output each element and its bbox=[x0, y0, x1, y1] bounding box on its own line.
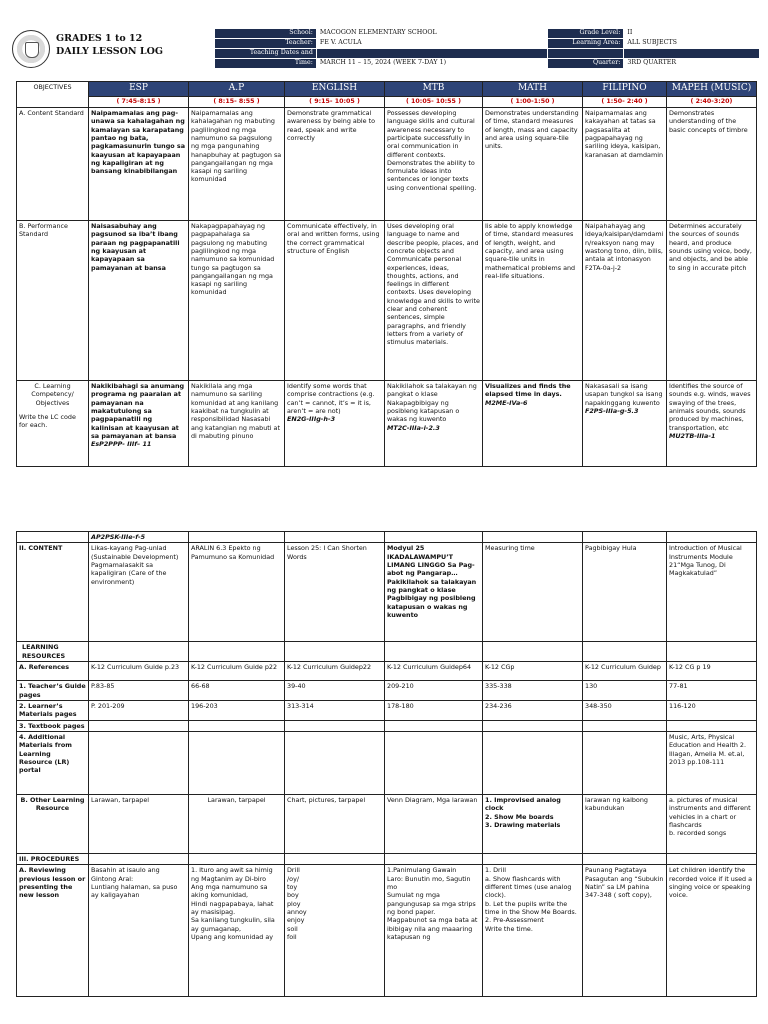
learners-materials-cell-3: 178-180 bbox=[385, 700, 483, 720]
reviewing-label: A. Reviewing previous lesson or presenting the new lesson bbox=[17, 865, 89, 997]
reference-cell-6: K-12 CG p 19 bbox=[667, 662, 757, 681]
subject-time-2: ( 9:15- 10:05 ) bbox=[285, 96, 385, 107]
empty-cell bbox=[189, 532, 285, 543]
subject-header-4: MATH bbox=[483, 82, 583, 97]
empty-cell bbox=[17, 532, 89, 543]
learners-materials-cell-6: 116-120 bbox=[667, 700, 757, 720]
reviewing-cell-2: Drill /oy/ toy boy ploy annoy enjoy soil foil bbox=[285, 865, 385, 997]
empty-cell bbox=[385, 731, 483, 794]
teachers-guide-cell-0: P.83-85 bbox=[89, 681, 189, 701]
teachers-guide-cell-1: 66-68 bbox=[189, 681, 285, 701]
subject-time-5: ( 1:50- 2:40 ) bbox=[583, 96, 667, 107]
empty-cell bbox=[667, 853, 757, 864]
content-label: II. CONTENT bbox=[17, 543, 89, 642]
competency-code: EN2G-IIIg-h-3 bbox=[287, 415, 336, 424]
dates-value: MARCH 11 – 15, 2024 (WEEK 7-DAY 1) bbox=[316, 59, 548, 69]
subject-time-0: ( 7:45-8:15 ) bbox=[89, 96, 189, 107]
teacher-value: FE V. ACULA bbox=[316, 39, 548, 49]
teachers-guide-cell-4: 335-338 bbox=[483, 681, 583, 701]
quarter-label: Quarter: bbox=[548, 59, 624, 69]
competency-code: M2ME-IVa-6 bbox=[485, 398, 528, 407]
teachers-guide-cell-3: 209-210 bbox=[385, 681, 483, 701]
performance-standard-cell-3: Uses developing oral language to name and describe people, places, and concrete objects and Communicate personal experiences, ideas, thoughts, actions, and feelings in different contexts. Uses developing knowledge and skills to write clear and coherent sentences, simple paragraphs, and friendly letters from a variety of stimulus materials. bbox=[385, 220, 483, 380]
subject-time-1: ( 8:15- 8:55 ) bbox=[189, 96, 285, 107]
subject-time-6: ( 2:40-3:20) bbox=[667, 96, 757, 107]
competency-cell-2 bbox=[285, 380, 385, 466]
teachers-guide-cell-2: 39-40 bbox=[285, 681, 385, 701]
reference-cell-0: K-12 Curriculum Guide p.23 bbox=[89, 662, 189, 681]
subject-header-0: ESP bbox=[89, 82, 189, 97]
reviewing-cell-1: 1. Ituro ang awit sa himig ng Magtanim ay Di-biro Ang mga namumuno sa aking komunidad, Hindi nagpapabaya, lahat ay masisipag. Sa kanilang tungkulin, sila ay gumaganap, Upang ang komunidad ay bbox=[189, 865, 285, 997]
area-value: ALL SUBJECTS bbox=[624, 39, 760, 49]
content-standard-cell-5: Naipamamalas ang kakayahan at tatas sa pagsasalita at pagpapahayag ng sariling ideya, kaisipan, karanasan at damdamin bbox=[583, 107, 667, 220]
reviewing-cell-0: Basahin at isaulo ang Gintong Aral: Luntiang halaman, sa puso ay kaligayahan bbox=[89, 865, 189, 997]
empty-cell bbox=[189, 720, 285, 731]
learners-materials-cell-2: 313-314 bbox=[285, 700, 385, 720]
reviewing-cell-4: 1. Drill a. Show flashcards with different times (use analog clock). b. Let the pupils write the time in the Show Me Boards. 2. Pre-Assessment Write the time. bbox=[483, 865, 583, 997]
reviewing-cell-5: Paunang Pagtataya Pasagutan ang “Subukin Natin” sa LM pahina 347-348 ( soft copy), bbox=[583, 865, 667, 997]
competency-note: Write the LC code for each. bbox=[19, 412, 76, 430]
reference-cell-1: K-12 Curriculum Guide p22 bbox=[189, 662, 285, 681]
empty-cell bbox=[89, 720, 189, 731]
competency-text: Visualizes and finds the elapsed time in days. bbox=[485, 381, 571, 399]
competency-code: MT2C-IIIa-i-2.3 bbox=[387, 423, 440, 432]
empty-cell bbox=[583, 731, 667, 794]
meta-spacer bbox=[624, 49, 760, 59]
empty-cell bbox=[385, 532, 483, 543]
empty-cell bbox=[89, 853, 189, 864]
content-table bbox=[16, 531, 757, 997]
empty-cell bbox=[189, 642, 285, 662]
content-standard-cell-6: Demonstrates understanding of the basic concepts of timbre bbox=[667, 107, 757, 220]
empty-cell bbox=[583, 853, 667, 864]
other-resource-cell-6: a. pictures of musical instruments and different vehicles in a chart or flashcards b. recorded songs bbox=[667, 794, 757, 853]
title-line-2: DAILY LESSON LOG bbox=[56, 46, 163, 57]
additional-materials-mapeh: Music, Arts, Physical Education and Health 2. Illagan, Amelia M. et.al, 2013 pp.108-111 bbox=[667, 731, 757, 794]
empty-cell bbox=[189, 853, 285, 864]
other-resource-cell-2: Chart, pictures, tarpapel bbox=[285, 794, 385, 853]
area-label: Learning Area: bbox=[548, 39, 624, 49]
objectives-table bbox=[16, 81, 757, 467]
reference-cell-2: K-12 Curriculum Guidep22 bbox=[285, 662, 385, 681]
reviewing-cell-6: Let children identify the recorded voice if it used a singing voice or speaking voice. bbox=[667, 865, 757, 997]
empty-cell bbox=[483, 731, 583, 794]
competency-code: F2PS-IIIa-g-5.3 bbox=[585, 406, 639, 415]
dates-label-2: Time: bbox=[215, 59, 317, 69]
other-resource-cell-1: Larawan, tarpapel bbox=[189, 794, 285, 853]
competency-cell-1 bbox=[189, 380, 285, 466]
teacher-label: Teacher: bbox=[215, 39, 317, 49]
performance-standard-cell-2: Communicate effectively, in oral and written forms, using the correct grammatical structure of English bbox=[285, 220, 385, 380]
quarter-value: 3RD QUARTER bbox=[624, 59, 760, 69]
performance-standard-cell-0: Naisasabuhay ang pagsunod sa iba’t ibang paraan ng pagpapanatili ng kaayusan at kapayapaan sa pamayanan at bansa bbox=[89, 220, 189, 380]
subject-header-5: FILIPINO bbox=[583, 82, 667, 97]
performance-standard-cell-5: Naipahahayag ang ideya/kaisipan/damdamin/reaksyon nang may wastong tono, diin, bilis, antala at intonasyon F2TA-0a-j-2 bbox=[583, 220, 667, 380]
content-cell-5: Pagbibigay Hula bbox=[583, 543, 667, 642]
competency-text: Identifies the source of sounds e.g. winds, waves swaying of the trees, animals sounds, sounds produced by machines, transportation, etc bbox=[669, 381, 751, 432]
content-standard-cell-4: Demonstrates understanding of time, standard measures of length, mass and capacity and area using square-tile units. bbox=[483, 107, 583, 220]
subject-time-4: ( 1:00-1:50 ) bbox=[483, 96, 583, 107]
competency-code: MU2TB-IIIa-1 bbox=[669, 431, 716, 440]
header bbox=[8, 28, 756, 73]
performance-standard-label: B. Performance Standard bbox=[17, 220, 89, 380]
competency-cell-3 bbox=[385, 380, 483, 466]
empty-cell bbox=[385, 720, 483, 731]
learners-materials-label: 2. Learner’s Materials pages bbox=[17, 700, 89, 720]
teachers-guide-cell-5: 130 bbox=[583, 681, 667, 701]
competency-text: Nakikibahagi sa anumang programa ng paaralan at pamayanan na makatutulong sa pagpapanatili ng kalinisan at kaayusan at sa pamayanan at bansa bbox=[91, 381, 185, 440]
dates-label-1: Teaching Dates and bbox=[215, 49, 317, 59]
other-resources-label: B. Other Learning Resource bbox=[17, 794, 89, 853]
learning-resources-label: LEARNING RESOURCES bbox=[17, 642, 89, 662]
competency-label: C. Learning Competency/ Objectives bbox=[31, 381, 74, 407]
objectives-label: OBJECTIVES bbox=[17, 82, 89, 108]
empty-cell bbox=[667, 532, 757, 543]
empty-cell bbox=[483, 720, 583, 731]
content-standard-cell-2: Demonstrate grammatical awareness by being able to read, speak and write correctly bbox=[285, 107, 385, 220]
competency-text: Nakikilala ang mga namumuno sa sariling komunidad at ang kanilang kaakibat na tungkulin at responsibilidad Nasasabi ang katangian ng mabuti at di mabuting pinuno bbox=[191, 381, 280, 440]
empty-cell bbox=[285, 532, 385, 543]
reference-cell-5: K-12 Curriculum Guidep bbox=[583, 662, 667, 681]
empty-cell bbox=[89, 642, 189, 662]
competency-cell-0 bbox=[89, 380, 189, 466]
ap-code: AP2PSK-IIIe-f-5 bbox=[89, 532, 189, 543]
content-cell-0: Likas-kayang Pag-unlad (Sustainable Development) Pagmamalasakit sa kapaligiran (Care of the environment) bbox=[89, 543, 189, 642]
content-standard-cell-1: Naipamamalas ang kahalagahan ng mabuting paglilingkod ng mga namumuno sa pagsulong ng mga pangunahing hanapbuhay at pagtugon sa pangangailangan ng mga kasapi ng sariling komunidad bbox=[189, 107, 285, 220]
learners-materials-cell-5: 348-350 bbox=[583, 700, 667, 720]
deped-seal-icon bbox=[12, 30, 50, 68]
empty-cell bbox=[483, 853, 583, 864]
reference-cell-3: K-12 Curriculum Guidep64 bbox=[385, 662, 483, 681]
competency-cell-4 bbox=[483, 380, 583, 466]
subject-header-1: A.P bbox=[189, 82, 285, 97]
content-cell-2: Lesson 25: I Can Shorten Words bbox=[285, 543, 385, 642]
empty-cell bbox=[285, 720, 385, 731]
empty-cell bbox=[89, 731, 189, 794]
empty-cell bbox=[189, 731, 285, 794]
meta-spacer bbox=[316, 49, 548, 59]
content-standard-cell-0: Naipamamalas ang pag-unawa sa kahalagahan ng kamalayan sa karapatang pantao ng bata, pagkamasunurin tungo sa kaayusan at kapayapaan ng kapaligiran at ng bansang kinabibilangan bbox=[89, 107, 189, 220]
other-resource-cell-3: Venn Diagram, Mga larawan bbox=[385, 794, 483, 853]
header-meta-table bbox=[214, 28, 760, 69]
learners-materials-cell-4: 234-236 bbox=[483, 700, 583, 720]
content-cell-3: Modyul 25 IKADALAWAMPU’T LIMANG LINGGO Sa Pag-abot ng Pangarap… Pakikilahok sa talakayan ng pangkat o klase Pagbibigay ng posibleng katapusan o wakas ng kuwento bbox=[385, 543, 483, 642]
subject-time-3: ( 10:05- 10:55 ) bbox=[385, 96, 483, 107]
other-resource-cell-0: Larawan, tarpapel bbox=[89, 794, 189, 853]
title-line-1: GRADES 1 to 12 bbox=[56, 33, 143, 44]
reference-cell-4: K-12 CGp bbox=[483, 662, 583, 681]
content-cell-4: Measuring time bbox=[483, 543, 583, 642]
empty-cell bbox=[385, 853, 483, 864]
competency-text: Identify some words that comprise contractions (e.g. can’t = cannot, it’s = it is, aren’t = are not) bbox=[287, 381, 375, 415]
teachers-guide-cell-6: 77-81 bbox=[667, 681, 757, 701]
content-standard-cell-3: Possesses developing language skills and cultural awareness necessary to participate successfully in oral communication in different contexts. Demonstrates the ability to formulate ideas into sentences or longer texts using conventional spelling. bbox=[385, 107, 483, 220]
procedures-label: III. PROCEDURES bbox=[17, 853, 89, 864]
school-label: School: bbox=[215, 29, 317, 39]
subject-header-2: ENGLISH bbox=[285, 82, 385, 97]
performance-standard-cell-1: Nakapagpapahayag ng pagpapahalaga sa pagsulong ng mabuting paglilingkod ng mga namumuno sa komunidad tungo sa pagtugon sa pangangailangan ng mga kasapi ng sariling komunidad bbox=[189, 220, 285, 380]
empty-cell bbox=[483, 532, 583, 543]
school-value: MACOGON ELEMENTARY SCHOOL bbox=[316, 29, 548, 39]
empty-cell bbox=[285, 853, 385, 864]
empty-cell bbox=[583, 720, 667, 731]
competency-label-cell bbox=[17, 380, 89, 466]
competency-cell-5 bbox=[583, 380, 667, 466]
competency-cell-6 bbox=[667, 380, 757, 466]
grade-value: II bbox=[624, 29, 760, 39]
empty-cell bbox=[285, 731, 385, 794]
performance-standard-cell-4: Iis able to apply knowledge of time, standard measures of length, weight, and capacity, and area using square-tile units in mathematical problems and real-life situations. bbox=[483, 220, 583, 380]
other-resource-cell-5: larawan ng kalbong kabundukan bbox=[583, 794, 667, 853]
content-cell-1: ARALIN 6.3 Epekto ng Pamumuno sa Komunidad bbox=[189, 543, 285, 642]
empty-cell bbox=[583, 532, 667, 543]
empty-cell bbox=[285, 642, 385, 662]
subject-header-3: MTB bbox=[385, 82, 483, 97]
empty-cell bbox=[483, 642, 583, 662]
content-cell-6: Introduction of Musical Instruments Module 21“Mga Tunog, Di Magkakatulad” bbox=[667, 543, 757, 642]
grade-label: Grade Level: bbox=[548, 29, 624, 39]
learners-materials-cell-0: P. 201-209 bbox=[89, 700, 189, 720]
empty-cell bbox=[385, 642, 483, 662]
textbook-label: 3. Textbook pages bbox=[17, 720, 89, 731]
empty-cell bbox=[583, 642, 667, 662]
document-title bbox=[56, 32, 163, 58]
empty-cell bbox=[667, 642, 757, 662]
competency-text: Nakikilahok sa talakayan ng pangkat o klase Nakapagbibigay ng posibleng katapusan o wakas ng kuwento bbox=[387, 381, 477, 424]
learners-materials-cell-1: 196-203 bbox=[189, 700, 285, 720]
competency-code: EsP2PPP- IIIf– 11 bbox=[91, 440, 152, 449]
content-standard-label: A. Content Standard bbox=[17, 107, 89, 220]
subject-header-6: MAPEH (MUSIC) bbox=[667, 82, 757, 97]
other-resource-cell-4: 1. Improvised analog clock 2. Show Me boards 3. Drawing materials bbox=[483, 794, 583, 853]
competency-text: Nakasasali sa isang usapan tungkol sa isang napakinggang kuwento bbox=[585, 381, 663, 407]
performance-standard-cell-6: Determines accurately the sources of sounds heard, and produce sounds using voice, body, and objects, and be able to sing in accurate pitch bbox=[667, 220, 757, 380]
teachers-guide-label: 1. Teacher’s Guide pages bbox=[17, 681, 89, 701]
meta-spacer bbox=[548, 49, 624, 59]
reviewing-cell-3: 1.Panimulang Gawain Laro: Bunutin mo, Sagutin mo Sumulat ng mga pangungusap sa mga strips ng bond paper. Magpabunot sa mga bata at ibibigay nila ang maaaring katapusan ng bbox=[385, 865, 483, 997]
empty-cell bbox=[667, 720, 757, 731]
additional-materials-label: 4. Additional Materials from Learning Resource (LR) portal bbox=[17, 731, 89, 794]
references-label: A. References bbox=[17, 662, 89, 681]
